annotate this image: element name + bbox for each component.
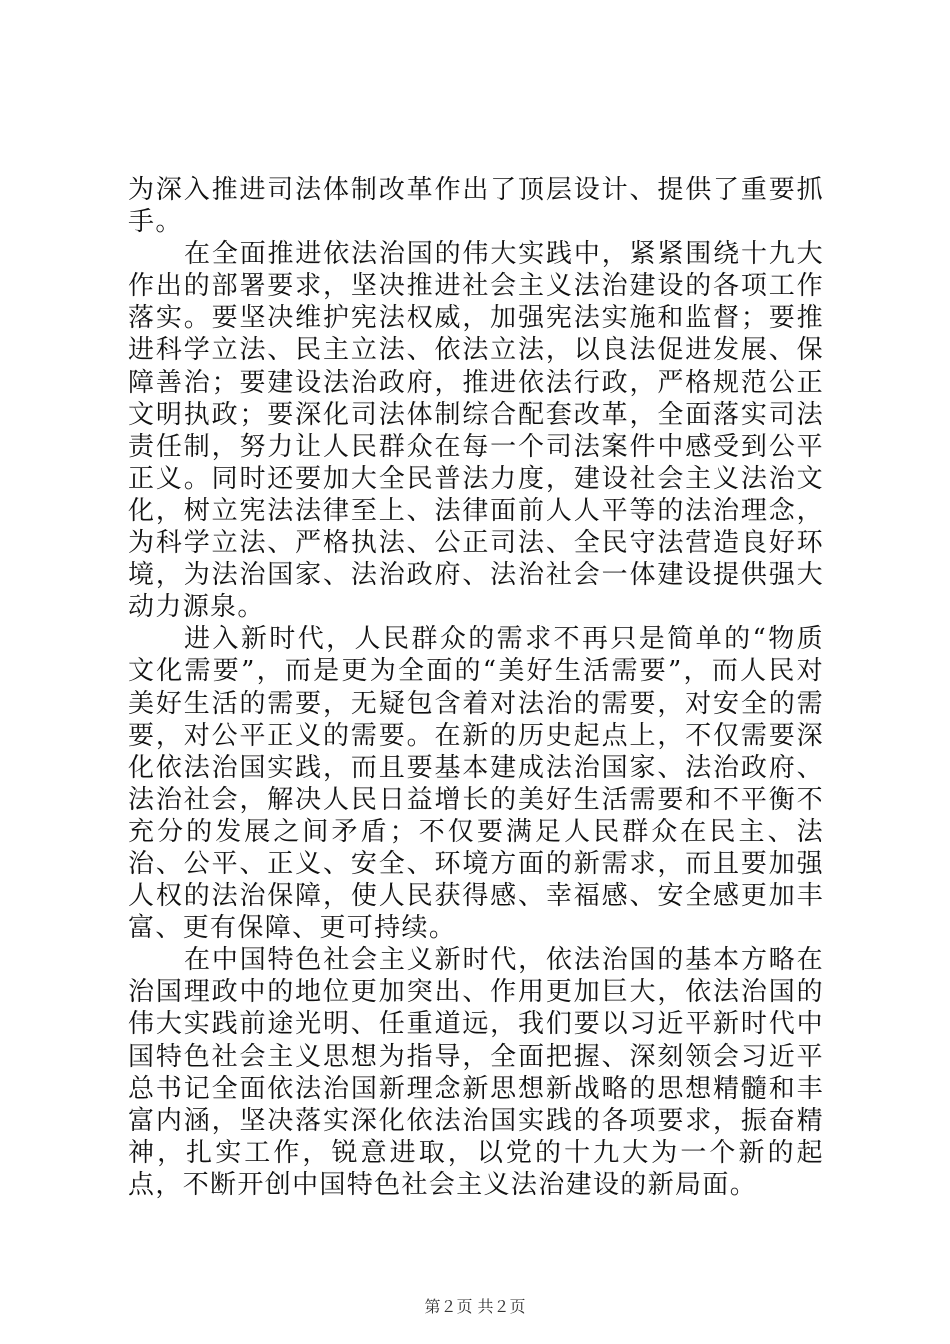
paragraph-conclusion: 在中国特色社会主义新时代，依法治国的基本方略在治国理政中的地位更加突出、作用更加巨大，依法治国的伟大实践前途光明、任重道远，我们要以习近平新时代中国特色社会主义思想为指导，全面把握、深刻领会习近平总书记全面依法治国新理念新思想新战略的思想精髓和丰富内涵，坚决落实深化依法治国实践的各项要求，振奋精神，扎实工作，锐意进取，以党的十九大为一个新的起点，不断开创中国特色社会主义法治建设的新局面。 (128, 945, 824, 1200)
page-number: 第２页 共２页 (424, 1297, 526, 1316)
document-body (128, 174, 824, 1201)
paragraph-rule-of-law-practice: 在全面推进依法治国的伟大实践中，紧紧围绕十九大作出的部署要求，坚决推进社会主义法治建设的各项工作落实。要坚决维护宪法权威，加强宪法实施和监督；要推进科学立法、民主立法、依法立法，以良法促进发展、保障善治；要建设法治政府，推进依法行政，严格规范公正文明执政；要深化司法体制综合配套改革，全面落实司法责任制，努力让人民群众在每一个司法案件中感受到公平正义。同时还要加大全民普法力度，建设社会主义法治文化，树立宪法法律至上、法律面前人人平等的法治理念，为科学立法、严格执法、公正司法、全民守法营造良好环境，为法治国家、法治政府、法治社会一体建设提供强大动力源泉。 (128, 239, 824, 623)
paragraph-continuation: 为深入推进司法体制改革作出了顶层设计、提供了重要抓手。 (128, 175, 824, 238)
paragraph-new-era-needs: 进入新时代，人民群众的需求不再只是简单的“物质文化需要”，而是更为全面的“美好生活需要”，而人民对美好生活的需要，无疑包含着对法治的需要，对安全的需要，对公平正义的需要。在新的历史起点上，不仅需要深化依法治国实践，而且要基本建成法治国家、法治政府、法治社会，解决人民日益增长的美好生活需要和不平衡不充分的发展之间矛盾；不仅要满足人民群众在民主、法治、公平、正义、安全、环境方面的新需求，而且要加强人权的法治保障，使人民获得感、幸福感、安全感更加丰富、更有保障、更可持续。 (128, 624, 824, 944)
page-footer (0, 1297, 950, 1317)
